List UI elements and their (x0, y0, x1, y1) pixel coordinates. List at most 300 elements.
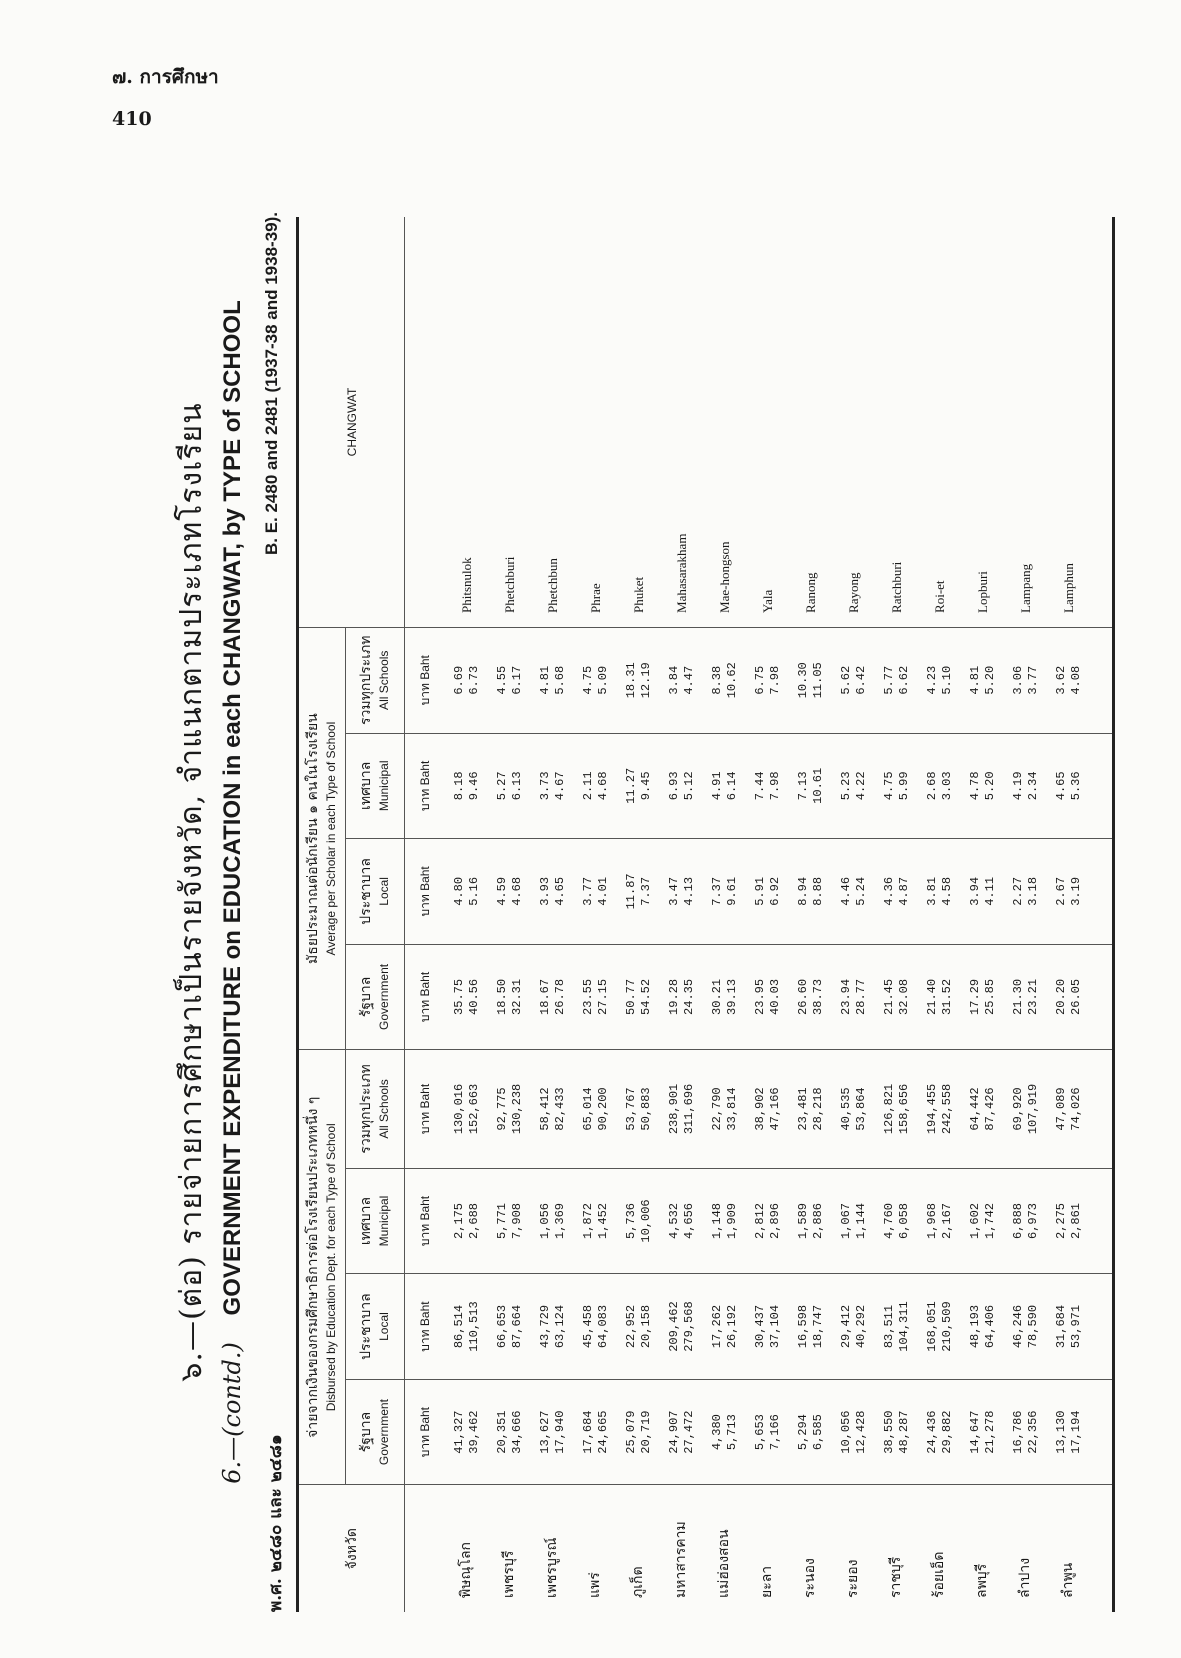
average-cell (1047, 944, 1090, 1050)
average-cell (531, 733, 574, 839)
value-1938: 1,742 (982, 1202, 997, 1239)
disbursed-cell (918, 1050, 961, 1168)
changwat-name-english: Yala (746, 217, 789, 627)
changwat-name-english: Phitsnulok (445, 217, 488, 627)
disbursed-cell (488, 1379, 531, 1485)
value-1938: 1,452 (595, 1202, 610, 1239)
changwat-name-english: Phetchbun (531, 217, 574, 627)
disbursed-cell (617, 1379, 660, 1485)
average-cell (660, 839, 703, 945)
disbursed-cell (832, 1168, 875, 1274)
average-cell (445, 627, 488, 733)
average-cell (961, 627, 1004, 733)
disbursed-cell (875, 1379, 918, 1485)
value-1938: 63,124 (552, 1304, 567, 1349)
table-row (918, 217, 961, 1612)
disbursed-cell (918, 1168, 961, 1274)
changwat-name-english: Mae-hongson (703, 217, 746, 627)
changwat-name-thai: แม่ฮ่องสอน (716, 1529, 732, 1598)
value-1938: 53,971 (1068, 1304, 1083, 1349)
value-1937: 58,412 (537, 1087, 552, 1131)
value-1937: 4.80 (451, 876, 466, 906)
value-1937: 4.91 (709, 771, 724, 801)
disbursed-cell (703, 1050, 746, 1168)
value-1938: 2,861 (1068, 1202, 1083, 1239)
value-1937: 30.21 (709, 978, 724, 1015)
value-1937: 168,051 (924, 1301, 939, 1352)
disbursed-cell (746, 1168, 789, 1274)
value-1937: 3.94 (967, 876, 982, 906)
value-1938: 7.98 (767, 771, 782, 801)
value-1938: 1,369 (552, 1202, 567, 1239)
average-cell (1004, 733, 1047, 839)
average-cell (703, 733, 746, 839)
rotated-table-sheet (150, 172, 1090, 1612)
value-1938: 54.52 (638, 978, 653, 1015)
table-row (789, 217, 832, 1612)
value-1937: 4.78 (967, 771, 982, 801)
value-1938: 7,908 (509, 1202, 524, 1239)
value-1938: 10.62 (724, 662, 739, 699)
value-1938: 82,433 (552, 1087, 567, 1131)
disbursed-cell (875, 1274, 918, 1380)
title-english-prefix: 6.—(contd.) (218, 1342, 246, 1484)
disbursed-cell (1047, 1379, 1090, 1485)
value-1937: 25,079 (623, 1410, 638, 1454)
value-1937: 18.67 (537, 978, 552, 1015)
disbursed-cell (918, 1274, 961, 1380)
disbursed-cell (918, 1379, 961, 1485)
value-1937: 19.28 (666, 978, 681, 1015)
value-1937: 4,380 (709, 1414, 724, 1451)
changwat-name-thai: ลพบุรี (974, 1563, 990, 1598)
changwat-name-thai: ระนอง (802, 1558, 818, 1598)
value-1938: 9.61 (724, 876, 739, 906)
value-1938: 32.31 (509, 978, 524, 1015)
value-1937: 4.75 (580, 665, 595, 695)
value-1938: 152,663 (466, 1083, 481, 1135)
disbursed-cell (789, 1168, 832, 1274)
value-1938: 4.08 (1068, 665, 1083, 695)
disbursed-cell (789, 1274, 832, 1380)
value-1937: 1,148 (709, 1202, 724, 1239)
value-1937: 29,412 (838, 1304, 853, 1349)
value-1937: 6.75 (752, 665, 767, 695)
value-1938: 5.12 (681, 771, 696, 801)
average-cell (488, 733, 531, 839)
value-1938: 311,696 (681, 1083, 696, 1135)
value-1938: 5.20 (982, 665, 997, 695)
value-1937: 83,511 (881, 1304, 896, 1349)
disbursed-cell (445, 1050, 488, 1168)
value-1938: 9.45 (638, 771, 653, 801)
disbursed-cell (789, 1050, 832, 1168)
value-1937: 4.36 (881, 876, 896, 906)
value-1937: 11.27 (623, 767, 638, 804)
value-1937: 11.87 (623, 873, 638, 910)
value-1938: 6.92 (767, 876, 782, 906)
value-1937: 6.93 (666, 771, 681, 801)
value-1938: 6.62 (896, 665, 911, 695)
average-cell (703, 839, 746, 945)
value-1938: 6.73 (466, 665, 481, 695)
table-row (746, 217, 789, 1612)
value-1937: 3.62 (1053, 665, 1068, 695)
value-1937: 5,653 (752, 1414, 767, 1451)
value-1937: 2.67 (1053, 876, 1068, 906)
value-1937: 21.40 (924, 978, 939, 1015)
value-1937: 4,760 (881, 1202, 896, 1239)
value-1938: 21,278 (982, 1410, 997, 1454)
value-1937: 209,462 (666, 1301, 681, 1352)
value-1938: 53,864 (853, 1087, 868, 1131)
unit-row: บาท Baht บาท Baht บาท Baht บาท Baht บาท Baht บาท Baht บาท Baht บาท Baht (405, 217, 446, 1612)
value-1937: 23.94 (838, 978, 853, 1015)
value-1937: 4.46 (838, 876, 853, 906)
value-1937: 1,968 (924, 1202, 939, 1239)
disbursed-cell (617, 1050, 660, 1168)
header-local-disbursed: ประชาบาล Local (346, 1274, 405, 1380)
value-1938: 5.20 (982, 771, 997, 801)
value-1938: 2,688 (466, 1202, 481, 1239)
average-cell (488, 944, 531, 1050)
table-row (1047, 217, 1090, 1612)
average-cell (1004, 839, 1047, 945)
value-1938: 38.73 (810, 978, 825, 1015)
value-1937: 45,458 (580, 1304, 595, 1349)
value-1937: 38,550 (881, 1410, 896, 1454)
disbursed-cell (1047, 1050, 1090, 1168)
table-row (445, 217, 488, 1612)
value-1938: 4.65 (552, 876, 567, 906)
value-1937: 38,902 (752, 1087, 767, 1131)
changwat-name-english: Ranong (789, 217, 832, 627)
value-1938: 12.19 (638, 662, 653, 699)
average-cell (789, 627, 832, 733)
average-cell (531, 944, 574, 1050)
average-cell (832, 733, 875, 839)
value-1937: 5.91 (752, 876, 767, 906)
changwat-name-thai: ลำปาง (1017, 1557, 1033, 1598)
value-1938: 2,896 (767, 1202, 782, 1239)
changwat-name-english: Phetchburi (488, 217, 531, 627)
value-1937: 4.81 (537, 665, 552, 695)
value-1938: 10.61 (810, 767, 825, 804)
value-1937: 2.11 (580, 771, 595, 801)
average-cell (961, 944, 1004, 1050)
year-thai: พ.ศ. ๒๔๘๐ และ ๒๔๘๑ (266, 1434, 286, 1612)
average-cell (918, 944, 961, 1050)
changwat-name-thai: ราชบุรี (888, 1556, 904, 1598)
average-cell (531, 839, 574, 945)
value-1937: 24,436 (924, 1410, 939, 1454)
disbursed-cell (531, 1379, 574, 1485)
average-cell (617, 944, 660, 1050)
value-1937: 18.31 (623, 662, 638, 699)
changwat-name-english: Mahasarakham (660, 217, 703, 627)
value-1938: 17,194 (1068, 1410, 1083, 1454)
value-1937: 4.81 (967, 665, 982, 695)
average-cell (832, 839, 875, 945)
average-cell (488, 627, 531, 733)
title-thai: ๖.—(ต่อ) รายจ่ายการศึกษาเป็นรายจังหวัด, จำแนกตามประเภทโรงเรียน (174, 402, 209, 1382)
value-1938: 110,513 (466, 1301, 481, 1352)
disbursed-cell (703, 1168, 746, 1274)
changwat-name-english: Phrae (574, 217, 617, 627)
value-1937: 1,602 (967, 1202, 982, 1239)
value-1938: 34,666 (509, 1410, 524, 1454)
value-1937: 17,684 (580, 1410, 595, 1454)
value-1937: 4.19 (1010, 771, 1025, 801)
disbursed-cell (961, 1050, 1004, 1168)
value-1938: 90,200 (595, 1087, 610, 1131)
value-1937: 4.23 (924, 665, 939, 695)
changwat-name-thai: แพร่ (587, 1572, 603, 1598)
value-1937: 4.59 (494, 876, 509, 906)
disbursed-cell (488, 1168, 531, 1274)
disbursed-cell (875, 1050, 918, 1168)
value-1937: 17.29 (967, 978, 982, 1015)
value-1937: 86,514 (451, 1304, 466, 1349)
value-1937: 13,627 (537, 1410, 552, 1454)
value-1937: 21.45 (881, 978, 896, 1015)
value-1938: 28,218 (810, 1087, 825, 1131)
average-cell (961, 839, 1004, 945)
changwat-name-thai: พิษณุโลก (458, 1541, 474, 1598)
disbursed-cell (1047, 1274, 1090, 1380)
value-1938: 279,568 (681, 1301, 696, 1352)
average-cell (1004, 944, 1047, 1050)
value-1938: 6,058 (896, 1202, 911, 1239)
section-heading: ๗. การศึกษา (112, 66, 219, 88)
value-1938: 64,406 (982, 1304, 997, 1349)
value-1938: 48,287 (896, 1410, 911, 1454)
value-1938: 22,356 (1025, 1410, 1040, 1454)
value-1938: 33,814 (724, 1087, 739, 1131)
value-1937: 4,532 (666, 1202, 681, 1239)
value-1938: 7.98 (767, 665, 782, 695)
value-1937: 47,089 (1053, 1087, 1068, 1131)
page-number: 410 (112, 108, 152, 130)
value-1938: 26.05 (1068, 978, 1083, 1015)
value-1937: 2,275 (1053, 1202, 1068, 1239)
value-1937: 7.13 (795, 771, 810, 801)
value-1938: 87,664 (509, 1304, 524, 1349)
value-1938: 20,719 (638, 1410, 653, 1454)
changwat-name-english: Ratchburi (875, 217, 918, 627)
disbursed-cell (660, 1274, 703, 1380)
value-1938: 4.68 (595, 771, 610, 801)
value-1937: 2,812 (752, 1202, 767, 1239)
disbursed-cell (445, 1168, 488, 1274)
disbursed-cell (574, 1050, 617, 1168)
value-1937: 40,535 (838, 1087, 853, 1131)
value-1937: 18.50 (494, 978, 509, 1015)
disbursed-cell (1004, 1168, 1047, 1274)
value-1938: 5.24 (853, 876, 868, 906)
value-1937: 16,598 (795, 1304, 810, 1349)
value-1937: 3.93 (537, 876, 552, 906)
value-1938: 5.09 (595, 665, 610, 695)
value-1938: 28.77 (853, 978, 868, 1015)
value-1937: 41,327 (451, 1410, 466, 1454)
value-1937: 7.44 (752, 771, 767, 801)
title-english (218, 172, 247, 1612)
value-1938: 4.13 (681, 876, 696, 906)
value-1937: 66,653 (494, 1304, 509, 1349)
value-1937: 4.65 (1053, 771, 1068, 801)
value-1938: 27.15 (595, 978, 610, 1015)
value-1938: 40.03 (767, 978, 782, 1015)
average-cell (660, 627, 703, 733)
average-cell (746, 627, 789, 733)
average-cell (488, 839, 531, 945)
value-1937: 20.20 (1053, 978, 1068, 1015)
average-cell (875, 839, 918, 945)
value-1938: 158,656 (896, 1083, 911, 1135)
value-1937: 5,294 (795, 1414, 810, 1451)
average-cell (660, 733, 703, 839)
average-cell (918, 627, 961, 733)
value-1938: 4.01 (595, 876, 610, 906)
table-row (875, 217, 918, 1612)
average-cell (832, 944, 875, 1050)
value-1938: 24,665 (595, 1410, 610, 1454)
average-cell (832, 627, 875, 733)
value-1938: 20,158 (638, 1304, 653, 1349)
average-cell (1047, 627, 1090, 733)
table-row (574, 217, 617, 1612)
changwat-name-thai: ระยอง (845, 1559, 861, 1598)
average-cell (789, 733, 832, 839)
value-1937: 3.81 (924, 876, 939, 906)
value-1937: 20,351 (494, 1410, 509, 1454)
value-1937: 5.23 (838, 771, 853, 801)
value-1937: 3.47 (666, 876, 681, 906)
value-1938: 24.35 (681, 978, 696, 1015)
disbursed-cell (875, 1168, 918, 1274)
value-1938: 26,192 (724, 1304, 739, 1349)
value-1937: 48,193 (967, 1304, 982, 1349)
value-1937: 1,056 (537, 1202, 552, 1239)
value-1938: 27,472 (681, 1410, 696, 1454)
value-1937: 4.75 (881, 771, 896, 801)
disbursed-cell (488, 1050, 531, 1168)
value-1938: 6.42 (853, 665, 868, 695)
value-1938: 6,973 (1025, 1202, 1040, 1239)
value-1937: 194,455 (924, 1083, 939, 1135)
table-row (531, 217, 574, 1612)
average-cell (617, 733, 660, 839)
value-1938: 2,886 (810, 1202, 825, 1239)
disbursed-cell (574, 1168, 617, 1274)
value-1938: 4.11 (982, 876, 997, 906)
average-cell (660, 944, 703, 1050)
disbursed-cell (1004, 1274, 1047, 1380)
disbursed-cell (574, 1274, 617, 1380)
header-local-average: ประชาบาล Local (346, 839, 405, 945)
value-1938: 18,747 (810, 1304, 825, 1349)
value-1937: 65,014 (580, 1087, 595, 1131)
value-1937: 5.27 (494, 771, 509, 801)
value-1938: 3.03 (939, 771, 954, 801)
value-1938: 23.21 (1025, 978, 1040, 1015)
value-1938: 25.85 (982, 978, 997, 1015)
average-cell (875, 944, 918, 1050)
changwat-name-thai: มหาสารคาม (673, 1521, 689, 1598)
value-1938: 6.17 (509, 665, 524, 695)
header-all-disbursed: รวมทุกประเภท All Schools (346, 1050, 405, 1168)
value-1937: 14,647 (967, 1410, 982, 1454)
disbursed-cell (531, 1274, 574, 1380)
value-1937: 69,920 (1010, 1087, 1025, 1131)
value-1937: 21.30 (1010, 978, 1025, 1015)
value-1938: 17,940 (552, 1410, 567, 1454)
value-1938: 10,006 (638, 1199, 653, 1243)
table-row (660, 217, 703, 1612)
header-gov-disbursed: รัฐบาล Government (346, 1379, 405, 1485)
value-1938: 3.18 (1025, 876, 1040, 906)
value-1937: 1,872 (580, 1202, 595, 1239)
value-1938: 47,166 (767, 1087, 782, 1131)
changwat-name-thai: ยะลา (759, 1565, 775, 1598)
header-changwat-english: CHANGWAT (298, 217, 405, 627)
average-cell (746, 839, 789, 945)
average-cell (574, 839, 617, 945)
value-1938: 7.37 (638, 876, 653, 906)
value-1938: 6,585 (810, 1414, 825, 1451)
value-1938: 130,238 (509, 1083, 524, 1135)
disbursed-cell (617, 1274, 660, 1380)
changwat-name-thai: เพชรบูรณ์ (544, 1537, 560, 1598)
value-1938: 6.14 (724, 771, 739, 801)
value-1937: 50.77 (623, 978, 638, 1015)
value-1937: 3.73 (537, 771, 552, 801)
value-1937: 3.06 (1010, 665, 1025, 695)
value-1937: 46,246 (1010, 1304, 1025, 1349)
value-1938: 29,882 (939, 1410, 954, 1454)
changwat-name-english: Lampang (1004, 217, 1047, 627)
disbursed-cell (789, 1379, 832, 1485)
value-1938: 5.10 (939, 665, 954, 695)
disbursed-cell (703, 1274, 746, 1380)
table-row (617, 217, 660, 1612)
table-row (488, 217, 531, 1612)
value-1938: 32.08 (896, 978, 911, 1015)
value-1938: 6.13 (509, 771, 524, 801)
value-1938: 11.05 (810, 662, 825, 699)
disbursed-cell (832, 1050, 875, 1168)
average-cell (445, 944, 488, 1050)
value-1937: 1,589 (795, 1202, 810, 1239)
disbursed-cell (961, 1168, 1004, 1274)
value-1937: 8.94 (795, 876, 810, 906)
disbursed-cell (832, 1379, 875, 1485)
value-1938: 8.88 (810, 876, 825, 906)
disbursed-cell (445, 1274, 488, 1380)
value-1938: 39.13 (724, 978, 739, 1015)
average-cell (617, 839, 660, 945)
disbursed-cell (746, 1379, 789, 1485)
changwat-name-english: Roi-et (918, 217, 961, 627)
average-cell (1004, 627, 1047, 733)
value-1938: 37,104 (767, 1304, 782, 1349)
changwat-name-english: Rayong (832, 217, 875, 627)
header-average: มัธยประมาณต่อนักเรียน ๑ คนในโรงเรียน Average per Scholar in each Type of School (298, 627, 346, 1049)
header-muni-disbursed: เทศบาล Municipal (346, 1168, 405, 1274)
value-1938: 87,426 (982, 1087, 997, 1131)
average-cell (1047, 839, 1090, 945)
